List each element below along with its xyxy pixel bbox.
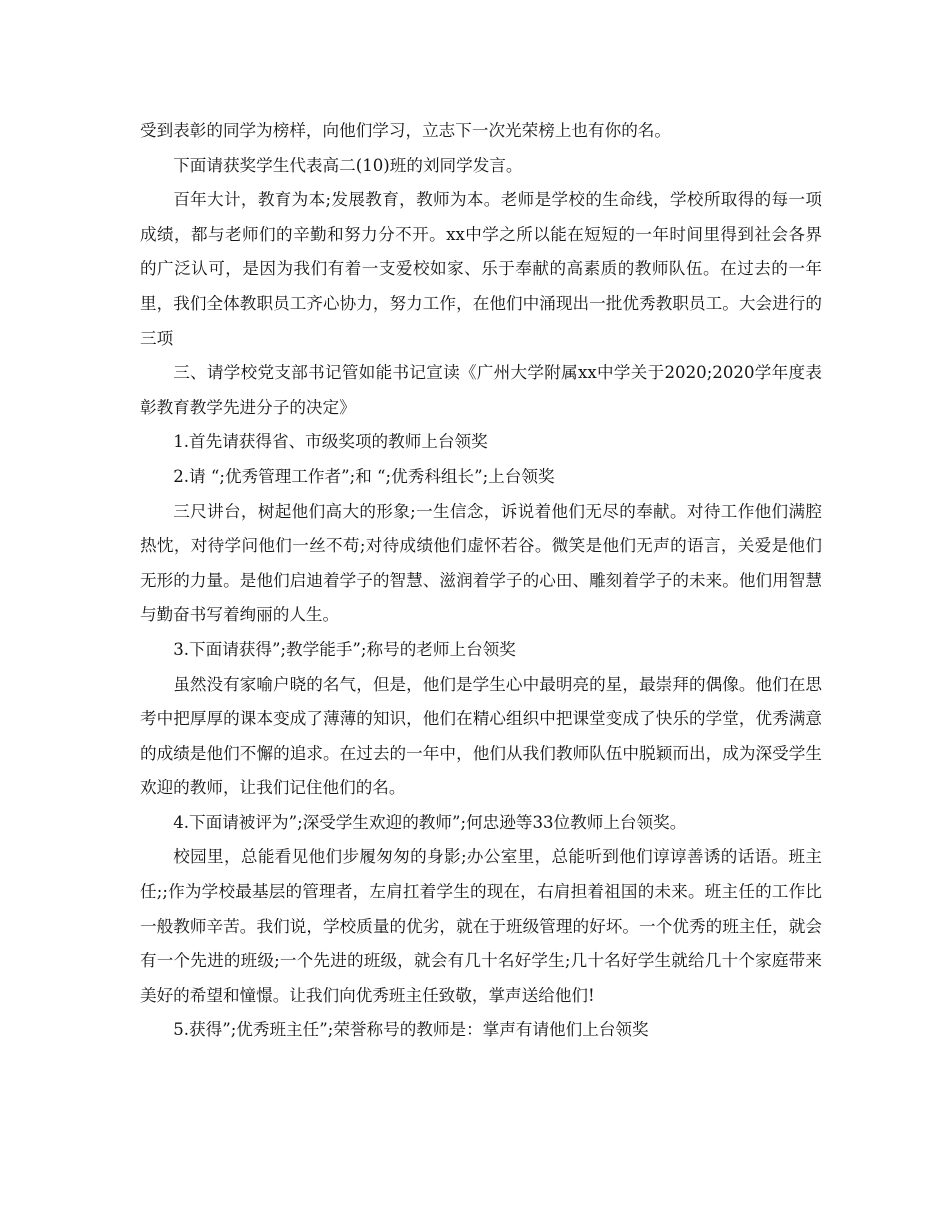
- list-item: 4.下面请被评为”;深受学生欢迎的教师”;何忠逊等33位教师上台领奖。: [173, 812, 687, 832]
- paragraph: 三尺讲台，树起他们高大的形象;一生信念，诉说着他们无尽的奉献。对待工作他们满腔热忱，对待学问他们一丝不苟;对待成绩他们虚怀若谷。微笑是他们无声的语言，关爱是他们无形的力量。是他们启迪着学子的智慧、滋润着学子的心田、雕刻着学子的未来。他们用智慧与勤奋书写着绚丽的人生。: [140, 501, 822, 625]
- paragraph: 虽然没有家喻户晓的名气，但是，他们是学生心中最明亮的星，最崇拜的偶像。他们在思考中把厚厚的课本变成了薄薄的知识，他们在精心组织中把课堂变成了快乐的学堂，优秀满意的成绩是他们不懈的追求。在过去的一年中，他们从我们教师队伍中脱颖而出，成为深受学生欢迎的教师，让我们记住他们的名。: [140, 674, 822, 798]
- paragraph: 下面请获奖学生代表高二(10)班的刘同学发言。: [173, 155, 523, 175]
- paragraph: 受到表彰的同学为榜样，向他们学习，立志下一次光荣榜上也有你的名。: [140, 121, 671, 140]
- paragraph: 三、请学校党支部书记管如能书记宣读《广州大学附属xx中学关于2020;2020学年度表彰教育教学先进分子的决定》: [140, 363, 822, 417]
- document-body: [140, 114, 822, 1048]
- list-item: 2.请 “;优秀管理工作者”;和 “;优秀科组长”;上台领奖: [173, 466, 555, 486]
- list-item: 1.首先请获得省、市级奖项的教师上台领奖: [173, 432, 488, 452]
- paragraph: 百年大计，教育为本;发展教育，教师为本。老师是学校的生命线，学校所取得的每一项成绩，都与老师们的辛勤和努力分不开。xx中学之所以能在短短的一年时间里得到社会各界的广泛认可，是因为我们有着一支爱校如家、乐于奉献的高素质的教师队伍。在过去的一年里，我们全体教职员工齐心协力，努力工作，在他们中涌现出一批优秀教职员工。大会进行的三项: [140, 190, 822, 348]
- list-item: 3.下面请获得”;教学能手”;称号的老师上台领奖: [173, 639, 516, 659]
- list-item: 5.获得”;优秀班主任”;荣誉称号的教师是：掌声有请他们上台领奖: [173, 1020, 649, 1040]
- paragraph: 校园里，总能看见他们步履匆匆的身影;办公室里，总能听到他们谆谆善诱的话语。班主任;;作为学校最基层的管理者，左肩扛着学生的现在，右肩担着祖国的未来。班主任的工作比一般教师辛苦。我们说，学校质量的优劣，就在于班级管理的好坏。一个优秀的班主任，就会有一个先进的班级;一个先进的班级，就会有几十名好学生;几十名好学生就给几十个家庭带来美好的希望和憧憬。让我们向优秀班主任致敬，掌声送给他们!: [140, 847, 822, 1005]
